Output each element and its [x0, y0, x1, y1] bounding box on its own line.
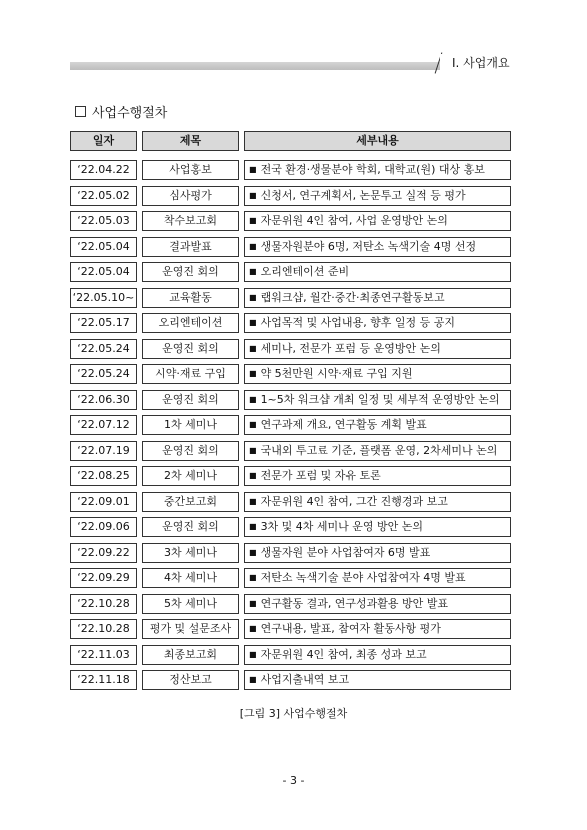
row-date: ‘22.05.17	[70, 313, 137, 333]
row-title: 운영진 회의	[142, 339, 239, 359]
figure-caption: [그림 3] 사업수행절차	[239, 707, 348, 720]
row-detail	[244, 160, 511, 180]
square-bullet-icon: ■	[249, 420, 257, 429]
row-detail-text: 전문가 포럼 및 자유 토론	[260, 469, 381, 482]
row-detail-text: 자문위원 4인 참여, 그간 진행경과 보고	[260, 495, 448, 508]
column-header-detail: 세부내용	[244, 131, 511, 151]
row-detail-text: 3차 및 4차 세미나 운영 방안 논의	[260, 520, 424, 533]
row-title: 운영진 회의	[142, 262, 239, 282]
row-date: ‘22.09.01	[70, 492, 137, 512]
row-title: 중간보고회	[142, 492, 239, 512]
row-title: 평가 및 설문조사	[142, 619, 239, 639]
row-date: ‘22.05.24	[70, 339, 137, 359]
section-title	[75, 106, 167, 122]
row-date: ‘22.05.04	[70, 237, 137, 257]
row-title: 4차 세미나	[142, 568, 239, 588]
square-bullet-icon: ■	[249, 497, 257, 506]
row-detail	[244, 262, 511, 282]
row-title: 최종보고회	[142, 645, 239, 665]
row-date: ‘22.10.28	[70, 619, 137, 639]
square-bullet-icon: ■	[249, 216, 257, 225]
checkbox-square-icon	[75, 106, 86, 117]
square-bullet-icon: ■	[249, 344, 257, 353]
row-detail	[244, 288, 511, 308]
row-title: 운영진 회의	[142, 517, 239, 537]
square-bullet-icon: ■	[249, 650, 257, 659]
row-title: 착수보고회	[142, 211, 239, 231]
row-detail	[244, 594, 511, 614]
row-detail-text: 사업목적 및 사업내용, 향후 일정 등 공지	[260, 316, 456, 329]
square-bullet-icon: ■	[249, 599, 257, 608]
page-number: - 3 -	[282, 774, 305, 787]
row-title: 3차 세미나	[142, 543, 239, 563]
row-title: 결과발표	[142, 237, 239, 257]
square-bullet-icon: ■	[249, 624, 257, 633]
row-date: ‘22.07.19	[70, 441, 137, 461]
row-detail	[244, 466, 511, 486]
row-detail-text: 1~5차 워크샵 개최 일정 및 세부적 운영방안 논의	[260, 393, 500, 406]
column-header-date: 일자	[70, 131, 137, 151]
row-detail	[244, 670, 511, 690]
row-title: 1차 세미나	[142, 415, 239, 435]
row-date: ‘22.04.22	[70, 160, 137, 180]
row-detail-text: 생물자원분야 6명, 저탄소 녹색기술 4명 선정	[260, 240, 477, 253]
square-bullet-icon: ■	[249, 191, 257, 200]
row-title: 운영진 회의	[142, 390, 239, 410]
row-date: ‘22.05.24	[70, 364, 137, 384]
row-detail	[244, 390, 511, 410]
row-title: 5차 세미나	[142, 594, 239, 614]
row-detail	[244, 645, 511, 665]
square-bullet-icon: ■	[249, 318, 257, 327]
row-detail-text: 연구활동 결과, 연구성과활용 방안 발표	[260, 597, 449, 610]
column-header-title: 제목	[142, 131, 239, 151]
row-title: 심사평가	[142, 186, 239, 206]
row-date: ‘22.06.30	[70, 390, 137, 410]
row-detail-text: 랩워크샵, 월간·중간·최종연구활동보고	[260, 291, 445, 304]
row-detail	[244, 415, 511, 435]
square-bullet-icon: ■	[249, 675, 257, 684]
row-detail-text: 사업지출내역 보고	[260, 673, 350, 686]
row-title: 교육활동	[142, 288, 239, 308]
row-detail-text: 자문위원 4인 참여, 사업 운영방안 논의	[260, 214, 448, 227]
square-bullet-icon: ■	[249, 548, 257, 557]
row-date: ‘22.09.06	[70, 517, 137, 537]
row-date: ‘22.09.29	[70, 568, 137, 588]
row-detail	[244, 211, 511, 231]
square-bullet-icon: ■	[249, 242, 257, 251]
square-bullet-icon: ■	[249, 522, 257, 531]
row-detail	[244, 339, 511, 359]
row-detail	[244, 313, 511, 333]
square-bullet-icon: ■	[249, 369, 257, 378]
row-detail-text: 생물자원 분야 사업참여자 6명 발표	[260, 546, 431, 559]
row-title: 오리엔테이션	[142, 313, 239, 333]
row-date: ‘22.10.28	[70, 594, 137, 614]
row-title: 시약·재료 구입	[142, 364, 239, 384]
row-detail-text: 자문위원 4인 참여, 최종 성과 보고	[260, 648, 427, 661]
row-detail	[244, 517, 511, 537]
row-date: ‘22.11.18	[70, 670, 137, 690]
section-title-text: 사업수행절차	[92, 106, 168, 121]
row-detail-text: 세미나, 전문가 포럼 등 운영방안 논의	[260, 342, 441, 355]
row-title: 사업홍보	[142, 160, 239, 180]
row-detail-text: 약 5천만원 시약·재료 구입 지원	[260, 367, 413, 380]
row-date: ‘22.08.25	[70, 466, 137, 486]
row-detail	[244, 568, 511, 588]
header-label: Ⅰ. 사업개요	[440, 54, 530, 72]
row-date: ‘22.11.03	[70, 645, 137, 665]
row-detail-text: 신청서, 연구계획서, 논문투고 실적 등 평가	[260, 189, 466, 202]
row-detail	[244, 543, 511, 563]
row-title: 정산보고	[142, 670, 239, 690]
row-detail	[244, 237, 511, 257]
row-detail-text: 저탄소 녹색기술 분야 사업참여자 4명 발표	[260, 571, 466, 584]
row-date: ‘22.09.22	[70, 543, 137, 563]
square-bullet-icon: ■	[249, 471, 257, 480]
row-detail-text: 연구내용, 발표, 참여자 활동사항 평가	[260, 622, 441, 635]
row-date: ‘22.05.02	[70, 186, 137, 206]
row-detail-text: 연구과제 개요, 연구활동 계획 발표	[260, 418, 427, 431]
row-detail	[244, 364, 511, 384]
row-title: 2차 세미나	[142, 466, 239, 486]
row-detail	[244, 186, 511, 206]
row-date: ‘22.07.12	[70, 415, 137, 435]
row-date: ‘22.05.04	[70, 262, 137, 282]
square-bullet-icon: ■	[249, 293, 257, 302]
row-date: ‘22.05.03	[70, 211, 137, 231]
square-bullet-icon: ■	[249, 573, 257, 582]
row-title: 운영진 회의	[142, 441, 239, 461]
row-detail	[244, 492, 511, 512]
square-bullet-icon: ■	[249, 395, 257, 404]
row-date: ‘22.05.10~	[70, 288, 137, 308]
row-detail-text: 오리엔테이션 준비	[260, 265, 350, 278]
row-detail	[244, 619, 511, 639]
square-bullet-icon: ■	[249, 446, 257, 455]
row-detail-text: 전국 환경·생물분야 학회, 대학교(원) 대상 홍보	[260, 163, 485, 176]
square-bullet-icon: ■	[249, 267, 257, 276]
row-detail-text: 국내외 투고료 기준, 플랫폼 운영, 2차세미나 논의	[260, 444, 498, 457]
square-bullet-icon: ■	[249, 165, 257, 174]
row-detail	[244, 441, 511, 461]
